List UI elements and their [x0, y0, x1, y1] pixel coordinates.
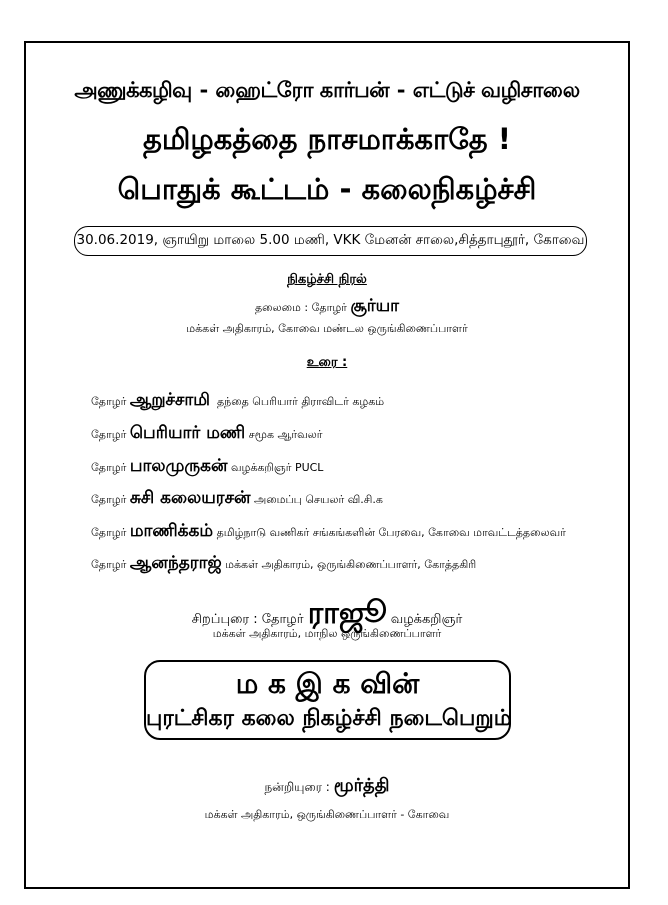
speaker-name: ஆறுச்சாமி	[129, 390, 210, 410]
chair-line	[24, 296, 630, 318]
speaker-line	[91, 553, 476, 575]
chair-description: மக்கள் அதிகாரம், கோவை மண்டல ஒருங்கிணைப்பாளர்	[186, 322, 468, 335]
speaker-desc: தந்தை பெரியார் திராவிடர் கழகம்	[216, 395, 385, 408]
special-speaker-name: ராஜூ	[307, 596, 387, 631]
speaker-desc: தமிழ்நாடு வணிகர் சங்கங்களின் பேரவை, கோவை மாவட்டத்தலைவர்	[216, 526, 566, 539]
speaker-line	[91, 390, 384, 412]
special-speaker-description: மக்கள் அதிகாரம், மாநில ஒருங்கிணைப்பாளர்	[212, 627, 442, 640]
speaker-line	[91, 423, 323, 445]
cultural-program-box	[144, 660, 511, 740]
speaker-prefix: தோழர்	[91, 558, 127, 571]
speaker-line	[91, 488, 383, 510]
chair-label: தலைமை : தோழர்	[254, 301, 347, 314]
speaker-desc: அமைப்பு செயலர் வி.சி.க	[253, 493, 383, 506]
speaker-prefix: தோழர்	[91, 526, 127, 539]
speaker-name: சுசி கலையரசன்	[129, 488, 251, 508]
thanks-name: மூர்த்தி	[333, 775, 390, 796]
troupe-performance: புரட்சிகர கலை நிகழ்ச்சி நடைபெறும்	[146, 706, 512, 731]
vote-of-thanks-line	[24, 775, 630, 798]
event-info-box: 30.06.2019, ஞாயிறு மாலை 5.00 மணி, VKK மேனன் சாலை,சித்தாபுதூர், கோவை	[74, 226, 587, 256]
speaker-name: ஆனந்தராஜ்	[129, 553, 222, 573]
headline-event-type: பொதுக் கூட்டம் - கலைநிகழ்ச்சி	[117, 172, 537, 206]
speaker-desc: சமூக ஆர்வலர்	[248, 428, 323, 441]
speaker-name: பெரியார் மணி	[129, 423, 246, 443]
headline-issues: அணுக்கழிவு ⁃ ஹைட்ரோ கார்பன் ⁃ எட்டுச் வழிசாலை	[74, 78, 580, 102]
speaker-prefix: தோழர்	[91, 461, 127, 474]
speaker-prefix: தோழர்	[91, 428, 127, 441]
speech-heading: உரை :	[306, 355, 348, 370]
speaker-prefix: தோழர்	[91, 395, 127, 408]
speaker-name: பாலமுருகன்	[129, 456, 228, 476]
speaker-line	[91, 456, 323, 478]
special-label: சிறப்புரை : தோழர்	[191, 612, 304, 627]
chair-name: சூர்யா	[350, 296, 400, 316]
thanks-label: நன்றியுரை :	[264, 780, 330, 794]
speaker-prefix: தோழர்	[91, 493, 127, 506]
program-heading: நிகழ்ச்சி நிரல்	[287, 272, 367, 287]
speaker-line	[91, 521, 566, 543]
headline-slogan: தமிழகத்தை நாசமாக்காதே !	[143, 122, 511, 156]
speaker-desc: மக்கள் அதிகாரம், ஒருங்கிணைப்பாளர், கோத்தகிரி	[225, 558, 477, 571]
thanks-description: மக்கள் அதிகாரம், ஒருங்கிணைப்பாளர் - கோவை	[204, 808, 450, 821]
speaker-name: மாணிக்கம்	[129, 521, 214, 541]
special-speaker-role: வழக்கறிஞர்	[390, 612, 463, 627]
speaker-desc: வழக்கறிஞர் PUCL	[230, 461, 324, 474]
troupe-name: ம க இ க வின்	[235, 667, 420, 700]
